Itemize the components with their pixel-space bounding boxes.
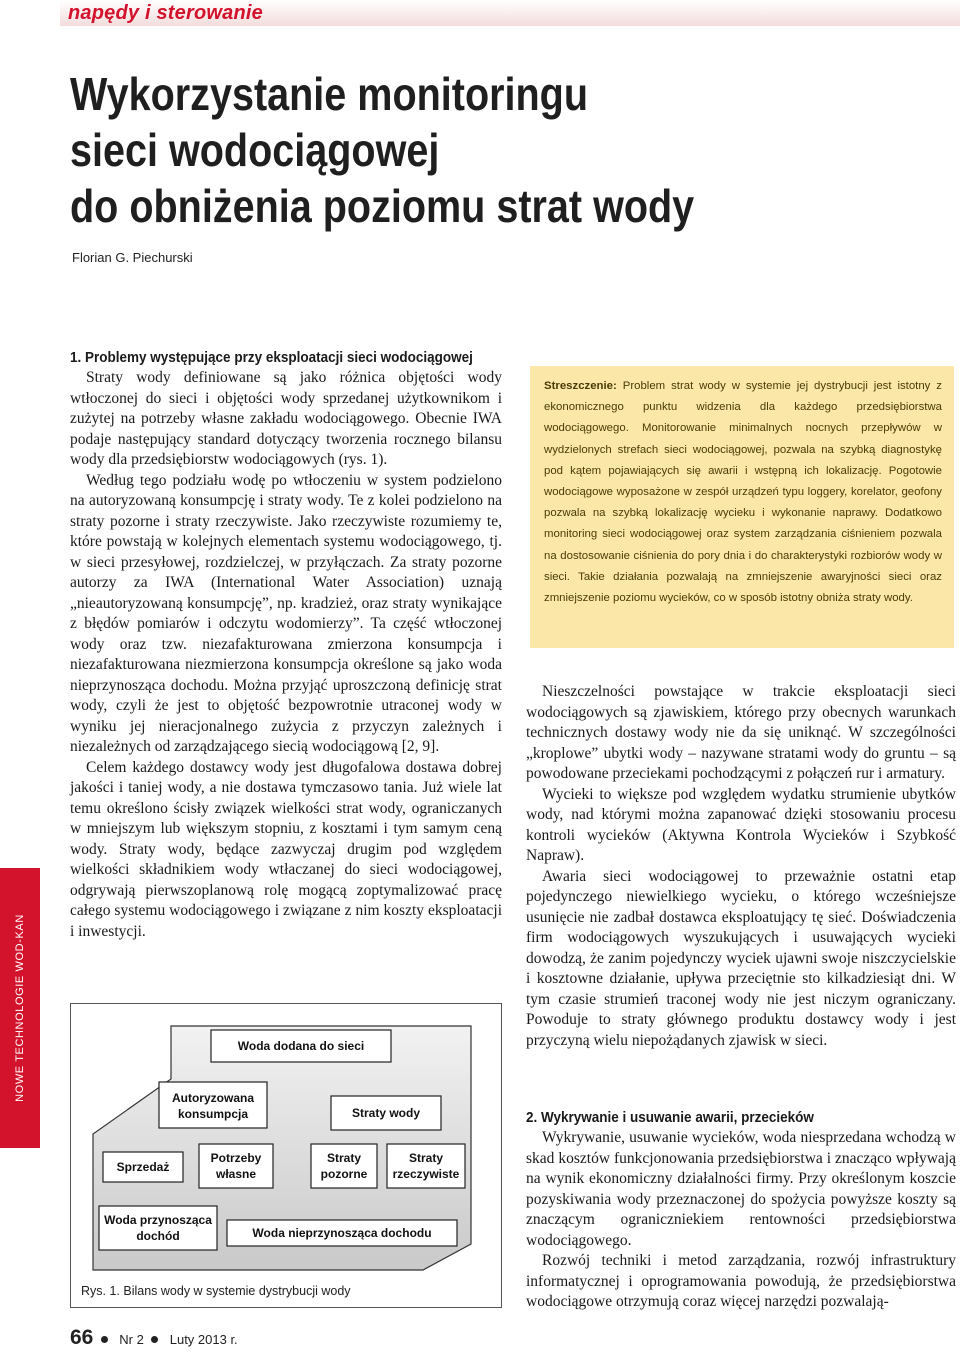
left-column <box>70 348 502 942</box>
label-apparent: pozorne <box>320 1167 368 1181</box>
side-category-label: NOWE TECHNOLOGIE WOD-KAN <box>14 914 26 1102</box>
issue-number: Nr 2 <box>119 1332 144 1347</box>
paragraph: Wykrywanie, usuwanie wycieków, woda niesprzedana wchodzą w skad kosztów funkcjonowania przedsiębiorstwa i znacząco wpływają na wynik ekonomiczny działalności firmy. Przy określonym koszcie pozyskiwania wody przeznaczonej do spożycia powyższe koszty są znaczącym ograniczniekiem rentowności przedsiębiorstwa wodociągowego. <box>526 1129 956 1249</box>
authorized-box <box>159 1082 267 1128</box>
paragraph: Rozwój techniki i metod zarządzania, rozwój infrastruktury informatycznej i oprogramowania powodują, że przedsiębiorstwa wodociągowe otrzymują coraz więcej narzędzi pozwalają- <box>526 1252 956 1310</box>
figure-water-balance <box>70 1003 502 1308</box>
bullet-dot <box>151 1336 158 1343</box>
issue-date: Luty 2013 r. <box>169 1332 238 1347</box>
label-authorized: Autoryzowana <box>171 1091 255 1105</box>
label-losses: Straty wody <box>351 1106 421 1120</box>
section-tag: napędy i sterowanie <box>68 2 263 24</box>
title-line: do obniżenia poziomu strat wody <box>70 180 695 232</box>
paragraph: Nieszczelności powstające w trakcie eksploatacji sieci wodociągowych są zjawiskiem, którego przy obecnych warunkach technicznych dostawy wody nie da się uniknąć. W szczególności „kroplowe” ubytki wody – nazywane stratami wody do gruntu – są powodowane przeciekami pochodzącymi z połączeń rur i armatury. <box>526 683 956 782</box>
label-sales: Sprzedaż <box>116 1160 170 1174</box>
paragraph: Straty wody definiowane są jako różnica objętości wody wtłoczonej do sieci i objętości wody sprzedanej użytkownikom i zużytej na potrzeby własne zakładu wodociągowego. Obecnie IWA podaje następujący standard dotyczący tworzenia rocznego bilansu wody dla przedsiębiorstw wodociągowych (rys. 1). <box>70 369 502 468</box>
label-real: rzeczywiste <box>392 1167 460 1181</box>
section-1-heading: 1. Problemy występujące przy eksploatacji sieci wodociągowej <box>70 349 473 366</box>
label-real: Straty <box>408 1151 444 1165</box>
label-nonrevenue: Woda nieprzynosząca dochodu <box>252 1226 432 1240</box>
abstract-box <box>530 366 954 648</box>
title-line: sieci wodociągowej <box>70 124 440 176</box>
title-line: Wykorzystanie monitoringu <box>70 68 589 120</box>
right-column <box>526 682 956 1051</box>
water-balance-diagram <box>71 1004 503 1279</box>
bullet-dot <box>101 1336 108 1343</box>
author: Florian G. Piechurski <box>72 250 193 265</box>
section-2 <box>526 1108 956 1313</box>
figure-caption: Rys. 1. Bilans wody w systemie dystrybucji wody <box>81 1284 351 1298</box>
paragraph: Awaria sieci wodociągowej to przeważnie ostatni etap pojedynczego niewielkiego wycieku, o którego wcześniejsze usunięcie nie zadbał dostawca eksploatujący tę sieć. Doświadczenia firm wodociągowych wyszukujących i usuwających wycieki dowodzą, że zanim pojedynczy wyciek ujawni swoje niszczycielskie i kosztowne działanie, upływa przeciętnie sto kilkadziesiąt dni. W tym czasie strumień traconej wody nie jest niczym ograniczany. Powoduje to straty głównego produktu dostawcy wody i jest przyczyną wielu niepożądanych zjawisk w sieci. <box>526 867 956 1049</box>
label-revenue: Woda przynosząca <box>104 1213 212 1227</box>
label-own-needs: Potrzeby <box>210 1151 262 1165</box>
paragraph: Celem każdego dostawcy wody jest długofalowa dostawa dobrej jakości i taniej wody, a nie dostawa tymczasowo tania. Już wiele lat temu określono ścisły związek wielkości strat wody, ograniczanych w mniejszym lub większym stopniu, z kosztami i tym samym ceną wody. Straty wody, będące zazwyczaj drugim pod względem wielkości składnikiem wody wtłaczanej do sieci wodociągowej, odgrywają pierwszoplanową rolę mogącą zoptymalizować pracę całego systemu wodociągowego i związane z nim koszty eksploatacji i inwestycji. <box>70 758 502 940</box>
article-title <box>70 66 724 234</box>
side-category-tab <box>0 868 40 1148</box>
page-number: 66 <box>70 1326 94 1349</box>
section-2-heading: 2. Wykrywanie i usuwanie awarii, przecieków <box>526 1109 814 1126</box>
label-apparent: Straty <box>326 1151 362 1165</box>
label-own-needs: własne <box>215 1167 257 1181</box>
label-added-water: Woda dodana do sieci <box>237 1039 365 1053</box>
label-authorized: konsumpcja <box>177 1107 249 1121</box>
abstract-label: Streszczenie: <box>544 380 617 392</box>
abstract-text: Problem strat wody w systemie jej dystrybucji jest istotny z ekonomicznego punktu widzenia dla każdego przedsiębiorstwa wodociągowego. Monitorowanie minimalnych nocnych przepływów w wydzielonych strefach sieci wodociągowej, pozwala na szybką diagnostykę pod kątem pojawiających się awarii i wstępną ich lokalizację. Pogotowie wodociągowe wyposażone w zespół urządzeń typu loggery, korelator, geofony pozwala na szybką lokalizację wycieku i wykonanie naprawy. Dodatkowo monitoring sieci wodociągowej oraz system zarządzania ciśnieniem pozwala na dostosowanie ciśnienia do pory dnia i do charakterystyki rozbiorów wody w sieci. Takie działania pozwalają na zmniejszenie awaryjności sieci oraz zmniejszenie poziomu wycieków, co w sposób istotny obniża straty wody. <box>544 380 942 605</box>
label-revenue: dochód <box>136 1229 180 1243</box>
paragraph: Wycieki to większe pod względem wydatku strumienie ubytków wody, nad którymi można zapanować dzięki stosowaniu procesu kontroli wycieków (Aktywna Kontrola Wycieków i Szybkość Napraw). <box>526 785 956 864</box>
page-footer <box>70 1326 238 1350</box>
paragraph: Według tego podziału wodę po wtłoczeniu w system podzielono na autoryzowaną konsumpcję i straty wody. Te z kolei podzielono na straty pozorne i straty rzeczywiste. Jako rzeczywiste rozumiemy te, które powstają w kolejnych elementach systemu wodociągowego, tj. w sieci przesyłowej, rozdzielczej, w przyłączach. Za straty pozorne autorzy za IWA (International Water Association) uznają „nieautoryzowaną konsumpcję”, np. kradzież, oraz straty wynikające z błędów pomiarów i odczytu wodomierzy”. Ta część wtłoczonej wody oraz tzw. niezafakturowana zmierzona konsumpcja i niezafakturowana niezmierzona konsumpcja określone są jako woda nieprzynosząca dochodu. Można przyjąć uproszczoną definicję strat wody, czyli że jest to objętość bezpowrotnie utraconej wody w wyniku jej nieracjonalnego zużycia z przyczyn zależnych i niezależnych od zarządzającego siecią wodociągową [2, 9]. <box>70 471 502 755</box>
